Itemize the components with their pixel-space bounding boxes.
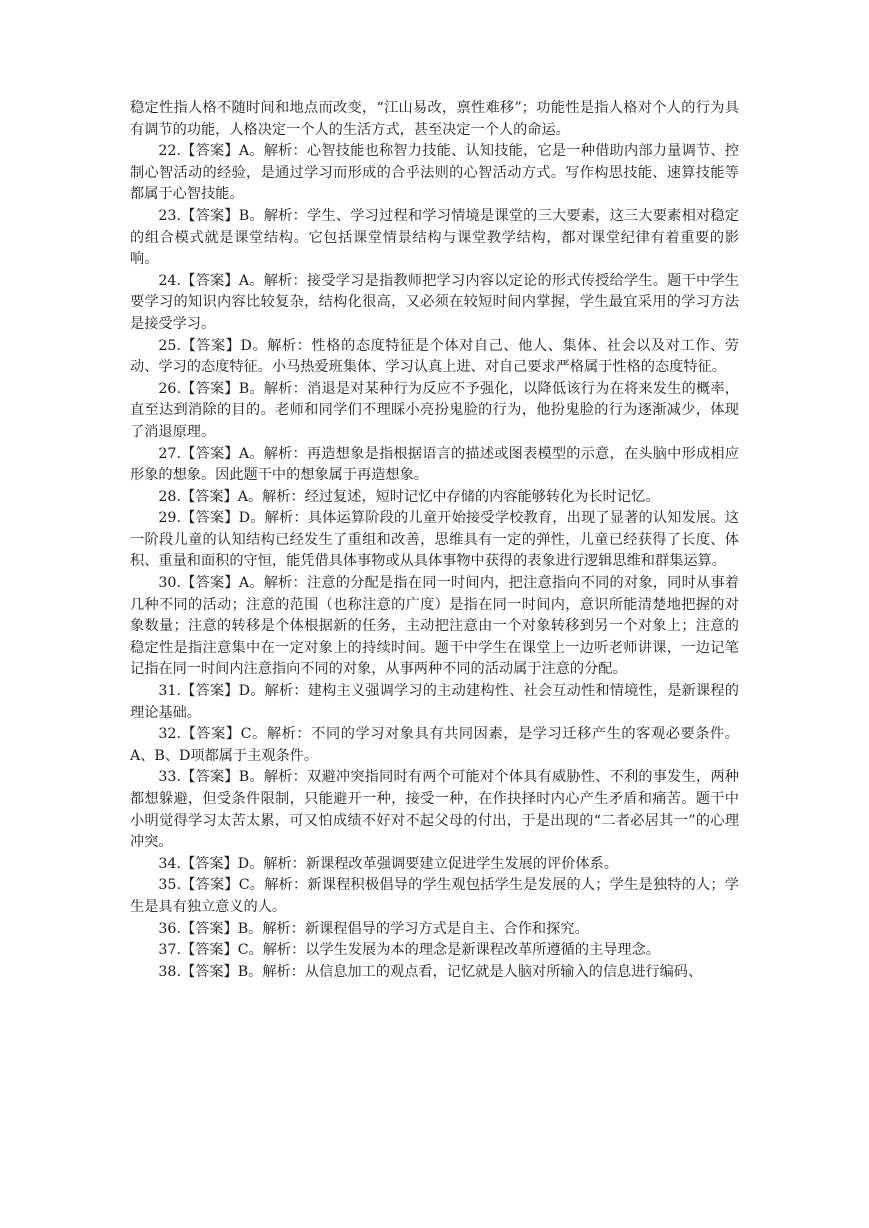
answer-item-34: 34.【答案】D。解析：新课程改革强调要建立促进学生发展的评价体系。 [158,855,618,872]
lead-paragraph: 稳定性指人格不随时间和地点而改变，“江山易改，禀性难移”；功能性是指人格对个人的行为具有调节的功能，人格决定一个人的生活方式，甚至决定一个人的命运。 [130,100,739,138]
answer-item-38: 38.【答案】B。解析：从信息加工的观点看，记忆就是人脑对所输入的信息进行编码、 [158,963,703,980]
answer-item-37: 37.【答案】C。解析：以学生发展为本的理念是新课程改革所遵循的主导理念。 [158,942,660,959]
answer-item-28: 28.【答案】A。解析：经过复述，短时记忆中存储的内容能够转化为长时记忆。 [158,488,660,505]
answer-item-22: 22.【答案】A。解析：心智技能也称智力技能、认知技能，它是一种借助内部力量调节、控制心智活动的经验，是通过学习而形成的合乎法则的心智活动方式。写作构思技能、速算技能等都属于心智技能。 [130,143,739,203]
answer-item-25: 25.【答案】D。解析：性格的态度特征是个体对自己、他人、集体、社会以及对工作、劳动、学习的态度特征。小马热爱班集体、学习认真上进、对自己要求严格属于性格的态度特征。 [130,337,739,376]
answer-item-26: 26.【答案】B。解析：消退是对某种行为反应不予强化，以降低该行为在将来发生的概率，直至达到消除的目的。老师和同学们不理睬小亮扮鬼脸的行为，他扮鬼脸的行为逐渐减少，体现了消退原理。 [130,380,739,440]
answer-item-31: 31.【答案】D。解析：建构主义强调学习的主动建构性、社会互动性和情境性，是新课程的理论基础。 [130,683,739,721]
answer-item-36: 36.【答案】B。解析：新课程倡导的学习方式是自主、合作和探究。 [158,920,589,937]
answer-item-30: 30.【答案】A。解析：注意的分配是指在同一时间内，把注意指向不同的对象，同时从事着几种不同的活动；注意的范围（也称注意的广度）是指在同一时间内，意识所能清楚地把握的对象数量；注意的转移是个体根据新的任务，主动把注意由一个对象转移到另一个对象上；注意的稳定性是指注意集中在一定对象上的持续时间。题干中学生在课堂上一边听老师讲课，一边记笔记指在同一时间内注意指向不同的对象，从事两种不同的活动属于注意的分配。 [130,575,739,678]
answer-item-32: 32.【答案】C。解析：不同的学习对象具有共同因素，是学习迁移产生的客观必要条件。A、B、D项都属于主观条件。 [130,726,739,764]
answer-item-24: 24.【答案】A。解析：接受学习是指教师把学习内容以定论的形式传授给学生。题干中学生要学习的知识内容比较复杂，结构化很高，又必须在较短时间内掌握，学生最宜采用的学习方法是接受学习。 [130,272,739,332]
document-page [130,98,739,983]
answer-item-27: 27.【答案】A。解析：再造想象是指根据语言的描述或图表模型的示意，在头脑中形成相应形象的想象。因此题干中的想象属于再造想象。 [130,445,739,484]
answer-item-23: 23.【答案】B。解析：学生、学习过程和学习情境是课堂的三大要素，这三大要素相对稳定的组合模式就是课堂结构。它包括课堂情景结构与课堂教学结构，都对课堂纪律有着重要的影响。 [130,207,739,268]
answer-item-33: 33.【答案】B。解析：双避冲突指同时有两个可能对个体具有威胁性、不利的事发生，两种都想躲避，但受条件限制，只能避开一种，接受一种，在作抉择时内心产生矛盾和痛苦。题干中小明觉得学习太苦太累，可又怕成绩不好对不起父母的付出，于是出现的“二者必居其一”的心理冲突。 [130,769,739,851]
answer-item-29: 29.【答案】D。解析：具体运算阶段的儿童开始接受学校教育，出现了显著的认知发展。这一阶段儿童的认知结构已经发生了重组和改善，思维具有一定的弹性，儿童已经获得了长度、体积、重量和面积的守恒，能凭借具体事物或从具体事物中获得的表象进行逻辑思维和群集运算。 [130,510,739,570]
answer-item-35: 35.【答案】C。解析：新课程积极倡导的学生观包括学生是发展的人；学生是独特的人；学生是具有独立意义的人。 [130,877,739,915]
